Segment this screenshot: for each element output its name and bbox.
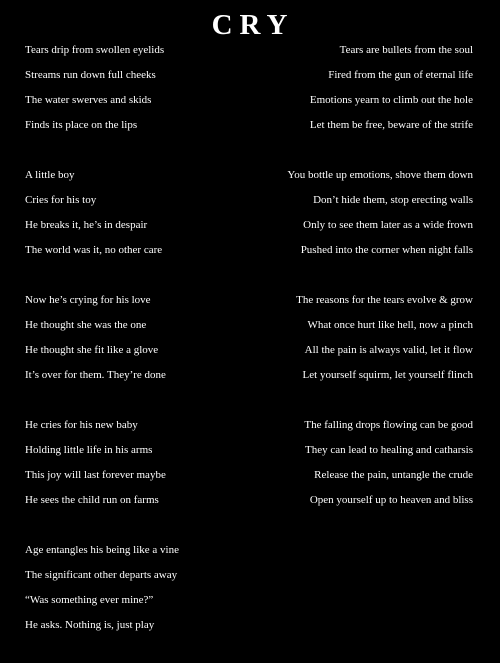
poem-line: They can lead to healing and catharsis: [305, 444, 473, 456]
right-stanza-1: [243, 38, 473, 138]
left-stanza-1: [25, 38, 255, 138]
poem-line: Finds its place on the lips: [25, 119, 138, 131]
poem-line: Open yourself up to heaven and bliss: [309, 494, 473, 506]
right-stanza-2: [243, 163, 473, 263]
poem-line: All the pain is always valid, let it flow: [304, 344, 473, 356]
left-stanza-2: [25, 163, 255, 263]
poem-line: Don’t hide them, stop erecting walls: [313, 194, 473, 206]
poem-line: Fired from the gun of eternal life: [328, 69, 473, 81]
poem-line: The reasons for the tears evolve & grow: [296, 294, 473, 306]
poem-line: A little boy: [25, 169, 75, 181]
poem-line: Age entangles his being like a vine: [25, 544, 179, 556]
poem-title: CRY: [211, 9, 295, 41]
left-column: [25, 38, 255, 663]
poem-line: He breaks it, he’s in despair: [25, 219, 148, 231]
poem-line: Release the pain, untangle the crude: [314, 469, 473, 481]
poem-line: Let them be free, beware of the strife: [309, 119, 473, 131]
poem-line: Now he’s crying for his love: [25, 294, 151, 306]
poem-line: He asks. Nothing is, just play: [25, 619, 155, 631]
poem-line: Only to see them later as a wide frown: [303, 219, 473, 231]
poem-line: You bottle up emotions, shove them down: [287, 169, 473, 181]
poem-line: Streams run down full cheeks: [25, 69, 156, 81]
poem-line: Emotions yearn to climb out the hole: [309, 94, 473, 106]
left-stanza-4: [25, 413, 255, 513]
right-column: [243, 38, 473, 538]
right-stanza-4: [243, 413, 473, 513]
poem-line: The significant other departs away: [25, 569, 178, 581]
poem-line: The world was it, no other care: [25, 244, 163, 256]
poem-line: Cries for his toy: [25, 194, 97, 206]
poem-line: Pushed into the corner when night falls: [300, 244, 473, 256]
poem-line: Tears are bullets from the soul: [339, 44, 473, 56]
poem-line: What once hurt like hell, now a pinch: [307, 319, 473, 331]
poem-line: He sees the child run on farms: [25, 494, 159, 506]
poem-line: Holding little life in his arms: [25, 444, 153, 456]
poem-line: It’s over for them. They’re done: [25, 369, 166, 381]
poem-line: He cries for his new baby: [25, 419, 138, 431]
poem-line: This joy will last forever maybe: [25, 469, 166, 481]
poem-line: Tears drip from swollen eyelids: [25, 44, 165, 56]
poem-line: “Was something ever mine?”: [25, 594, 154, 606]
poem-line: He thought she fit like a glove: [25, 344, 159, 356]
poem-line: He thought she was the one: [25, 319, 147, 331]
poem-line: Let yourself squirm, let yourself flinch: [302, 369, 473, 381]
right-stanza-3: [243, 288, 473, 388]
poem-line: The water swerves and skids: [25, 94, 152, 106]
left-stanza-3: [25, 288, 255, 388]
left-stanza-5: [25, 538, 255, 638]
poem-line: The falling drops flowing can be good: [304, 419, 473, 431]
